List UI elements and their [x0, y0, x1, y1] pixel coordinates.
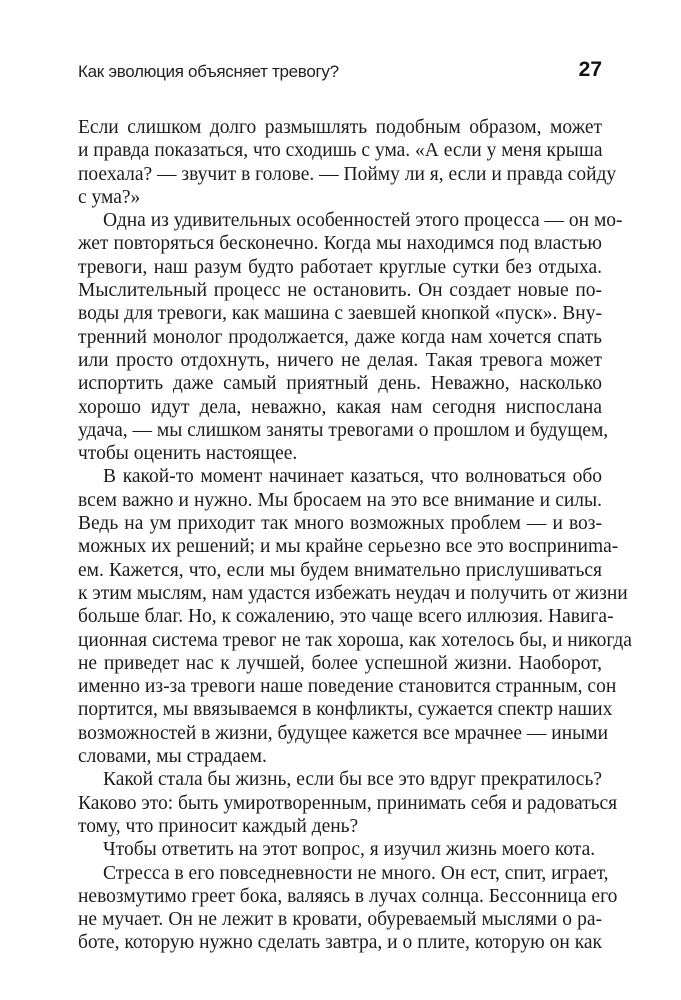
text-line: Каково это: быть умиротворенным, принимать себя и радоваться	[78, 792, 618, 814]
text-line: Чтобы ответить на этот вопрос, я изучил жизнь моего кота.	[103, 839, 596, 861]
text-line: испортить даже самый приятный день. Неважно, насколько	[78, 373, 602, 395]
text-line: и правда показаться, что сходишь с ума. «А если у меня крыша	[78, 140, 603, 162]
text-line: с ума?»	[78, 186, 141, 208]
text-line: Какой стала бы жизнь, если бы все это вдруг прекратилось?	[103, 769, 602, 791]
text-line: словами, мы страдаем.	[78, 746, 267, 768]
page-number: 27	[578, 58, 602, 81]
text-line: тренний монолог продолжается, даже когда нам хочется спать	[78, 326, 602, 348]
text-line: возможностей в жизни, будущее кажется все мрачнее — иными	[78, 722, 609, 744]
text-line: не мучает. Он не лежит в кровати, обуреваемый мыслями о ра-	[78, 909, 602, 931]
text-line: или просто отдохнуть, ничего не делая. Такая тревога может	[78, 349, 602, 371]
text-line: тому, что приносит каждый день?	[78, 815, 359, 837]
running-header	[78, 56, 602, 86]
text-line: к этим мыслям, нам удастся избежать неудач и получить от жизни	[78, 582, 628, 604]
text-line: удача, — мы слишком заняты тревогами о прошлом и будущем,	[78, 419, 609, 441]
chapter-title: Как эволюция объясняет тревогу?	[78, 62, 339, 81]
text-line: чтобы оценить настоящее.	[78, 443, 298, 465]
text-line: не приведет нас к лучшей, более успешной жизни. Наоборот,	[78, 652, 602, 674]
text-line: Мыслительный процесс не остановить. Он создает новые по-	[78, 280, 602, 302]
text-line: ционная система тревог не так хороша, как хотелось бы, и никогда	[78, 629, 632, 651]
text-line: всем важно и нужно. Мы бросаем на это все внимание и силы.	[78, 489, 602, 511]
text-line: Ведь на ум приходит так много возможных проблем — и воз-	[78, 513, 602, 535]
text-line: именно из-за тревоги наше поведение становится странным, сон	[78, 676, 617, 698]
text-line: невозмутимо греет бока, валяясь в лучах солнца. Бессонница его	[78, 885, 618, 907]
body-text	[78, 116, 632, 955]
text-line: можных их решений; и мы крайне серьезно все это восприниma-	[78, 536, 619, 558]
text-line: тревоги, наш разум будто работает круглые сутки без отдыха.	[78, 256, 602, 278]
text-line: хорошо идут дела, неважно, какая нам сегодня ниспослана	[78, 396, 602, 418]
text-line: воды для тревоги, как машина с заевшей кнопкой «пуск». Вну-	[78, 303, 602, 325]
text-line: Одна из удивительных особенностей этого процесса — он мо-	[103, 210, 623, 232]
text-line: жет повторяться бесконечно. Когда мы находимся под властью	[78, 233, 602, 255]
text-line: Если слишком долго размышлять подобным образом, может	[78, 117, 602, 138]
text-line: ем. Кажется, что, если мы будем внимательно прислушиваться	[78, 559, 602, 581]
text-line: В какой-то момент начинает казаться, что волноваться обо	[103, 466, 602, 488]
text-line: портится, мы ввязываемся в конфликты, сужается спектр наших	[78, 699, 613, 721]
text-line: поехала? — звучит в голове. — Пойму ли я, если и правда сойду	[78, 163, 617, 185]
text-line: боте, которую нужно сделать завтра, и о плите, которую он как	[78, 932, 602, 954]
text-line: больше благ. Но, к сожалению, это чаще всего иллюзия. Навига-	[78, 606, 614, 628]
text-line: Стресса в его повседневности не много. Он ест, спит, играет,	[103, 862, 609, 884]
